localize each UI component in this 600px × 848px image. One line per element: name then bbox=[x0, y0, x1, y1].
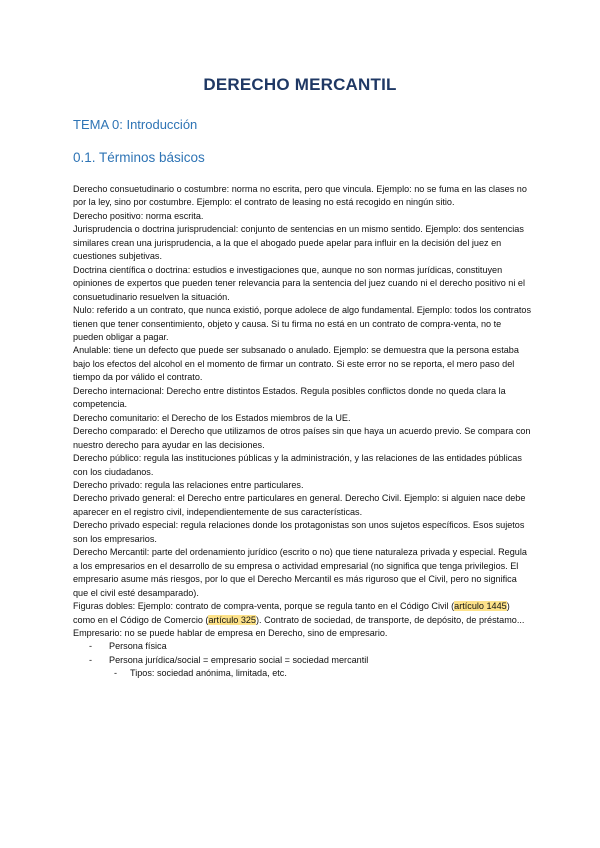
sublist-item bbox=[73, 667, 533, 680]
figuras-text: Figuras dobles: Ejemplo: contrato de compra-venta, porque se regula tanto en el Código Civil ( bbox=[73, 601, 455, 612]
list-item-text: Persona física bbox=[109, 641, 167, 652]
paragraph: Nulo: referido a un contrato, que nunca existió, porque adolece de algo fundamental. Ejemplo: todos los contratos tienen que tener consentimiento, objeto y causa. Si tu firma no está en un contrato de compra-venta, no te pueden obligar a pagar. bbox=[73, 305, 532, 342]
figuras-paragraph bbox=[73, 600, 533, 627]
paragraph: Derecho positivo: norma escrita. bbox=[73, 210, 204, 221]
highlight-article-1445: artículo 1445 bbox=[454, 601, 507, 612]
document-body bbox=[73, 183, 533, 681]
figuras-text: ) como en el Código de Comercio ( bbox=[73, 601, 510, 625]
paragraph: Jurisprudencia o doctrina jurisprudencial: conjunto de sentencias en un mismo sentido. Ejemplo: dos sentencias similares crean una jurisprudencia, a la que el abogado puede apelar para influir en la decisión del juez en cuestiones subjetivas. bbox=[73, 224, 524, 262]
paragraph: Derecho Mercantil: parte del ordenamiento jurídico (escrito o no) que tiene naturaleza privada y especial. Regula a los empresarios en el desarrollo de su empresa o actividad empresarial (no significa que tenga privilegios. El empresario asume más riesgos, por lo que el Derecho Mercantil es más riguroso que el Civil, pero no significa que el civil esté desamparado). bbox=[73, 547, 527, 598]
paragraph: Derecho privado general: el Derecho entre particulares en general. Derecho Civil. Ejemplo: si alguien nace debe aparecer en el registro civil, independientemente de sus características. bbox=[73, 493, 526, 517]
list-bullet: - bbox=[89, 641, 93, 652]
paragraph: Derecho público: regula las instituciones públicas y la administración, y las relaciones de las entidades públicas con los ciudadanos. bbox=[73, 453, 522, 477]
list-item-text: Persona jurídica/social = empresario social = sociedad mercantil bbox=[109, 654, 369, 665]
section-heading: TEMA 0: Introducción bbox=[73, 117, 198, 132]
list-bullet: - bbox=[89, 654, 93, 665]
subsection-heading: 0.1. Términos básicos bbox=[73, 150, 205, 165]
paragraph: Derecho comunitario: el Derecho de los Estados miembros de la UE. bbox=[73, 412, 351, 423]
paragraph: Derecho privado: regula las relaciones entre particulares. bbox=[73, 479, 304, 490]
paragraph: Derecho privado especial: regula relaciones donde los protagonistas son unos sujetos específicos. Esos sujetos son los empresarios. bbox=[73, 520, 525, 544]
list-item bbox=[73, 640, 533, 653]
highlight-article-325: artículo 325 bbox=[208, 614, 256, 625]
list-item-text: Tipos: sociedad anónima, limitada, etc. bbox=[130, 668, 287, 679]
paragraph: Derecho consuetudinario o costumbre: norma no escrita, pero que vincula. Ejemplo: no se fuma en las clases no por la ley, sino por costumbre. Ejemplo: el contrato de leasing no está recogido en ningún sitio. bbox=[73, 184, 527, 208]
paragraph: Anulable: tiene un defecto que puede ser subsanado o anulado. Ejemplo: se demuestra que la persona estaba bajo los efectos del alcohol en el momento de firmar un contrato. Si este error no se reporta, el mero paso del tiempo da por válido el contrato. bbox=[73, 345, 519, 383]
paragraph: Empresario: no se puede hablar de empresa en Derecho, sino de empresario. bbox=[73, 627, 388, 638]
paragraph: Derecho comparado: el Derecho que utilizamos de otros países sin que haya un acuerdo previo. Se compara con nuestro derecho para ayudar en las decisiones. bbox=[73, 426, 531, 450]
paragraph: Doctrina científica o doctrina: estudios e investigaciones que, aunque no son normas jurídicas, constituyen opiniones de expertos que pueden tener relevancia para la sentencia del juez cuando ni el derecho positivo ni el consuetudinario resuelven la situación. bbox=[73, 264, 525, 302]
paragraph: Derecho internacional: Derecho entre distintos Estados. Regula posibles conflictos donde no queda clara la competencia. bbox=[73, 385, 506, 410]
document-title: DERECHO MERCANTIL bbox=[203, 75, 397, 94]
list-item bbox=[73, 654, 533, 667]
figuras-text: ). Contrato de sociedad, de transporte, de depósito, de préstamo... bbox=[256, 614, 525, 625]
list-bullet: - bbox=[114, 668, 118, 679]
